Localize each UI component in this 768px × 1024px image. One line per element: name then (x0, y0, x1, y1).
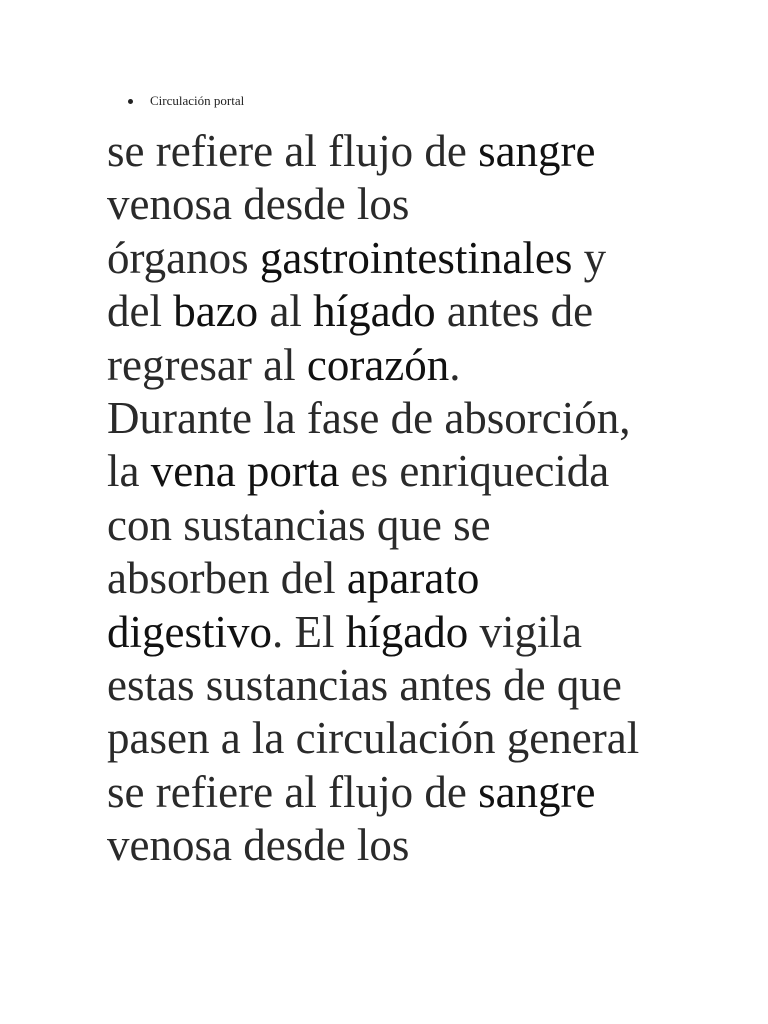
text-fragment: antes de (435, 286, 594, 337)
term-link: hígado (345, 606, 469, 657)
term-link: sangre (478, 126, 596, 176)
text-fragment: se refiere al flujo de (107, 126, 479, 176)
text-fragment: órganos (107, 232, 260, 283)
text-fragment: . (449, 339, 461, 390)
text-line-10 (107, 606, 707, 659)
text-line-2 (107, 178, 707, 231)
text-line-13 (107, 766, 707, 819)
text-line-5 (107, 339, 707, 392)
text-fragment: es enriquecida (339, 446, 610, 497)
term-link: vena porta (150, 446, 340, 497)
text-fragment: pasen a la circulación general (107, 713, 640, 764)
text-fragment: y (572, 232, 607, 283)
term-link: gastrointestinales (259, 232, 573, 283)
text-fragment: al (258, 286, 314, 337)
text-fragment: la (107, 446, 151, 497)
text-fragment: venosa desde los (107, 179, 410, 230)
text-fragment: con sustancias que se (107, 499, 491, 550)
bullet-dot-icon (128, 99, 133, 104)
bullet-list (106, 92, 244, 110)
term-link: digestivo (107, 606, 272, 657)
text-line-14 (107, 819, 707, 872)
text-fragment: regresar al (107, 339, 307, 390)
text-fragment: venosa desde los (107, 820, 410, 871)
bullet-item (106, 92, 244, 110)
text-line-8 (107, 499, 707, 552)
text-fragment: estas sustancias antes de que (107, 660, 622, 711)
text-fragment: Durante la fase de absorción, (107, 393, 631, 444)
text-line-4 (107, 285, 707, 338)
term-link: hígado (313, 286, 436, 337)
text-line-6 (107, 392, 707, 445)
text-line-1 (107, 125, 707, 178)
text-fragment: absorben del (107, 553, 347, 604)
term-link: sangre (478, 766, 596, 817)
text-line-3 (107, 232, 707, 285)
text-fragment: . El (272, 606, 346, 657)
body-paragraph (107, 125, 707, 873)
text-line-7 (107, 445, 707, 498)
term-link: corazón (306, 339, 450, 390)
text-fragment: se refiere al flujo de (107, 766, 479, 817)
text-line-12 (107, 712, 707, 765)
term-link: bazo (173, 286, 259, 337)
text-line-11 (107, 659, 707, 712)
text-line-9 (107, 552, 707, 605)
text-fragment: del (107, 286, 174, 337)
term-link: aparato (346, 553, 480, 604)
text-fragment: vigila (468, 606, 582, 657)
bullet-label: Circulación portal (150, 93, 245, 108)
